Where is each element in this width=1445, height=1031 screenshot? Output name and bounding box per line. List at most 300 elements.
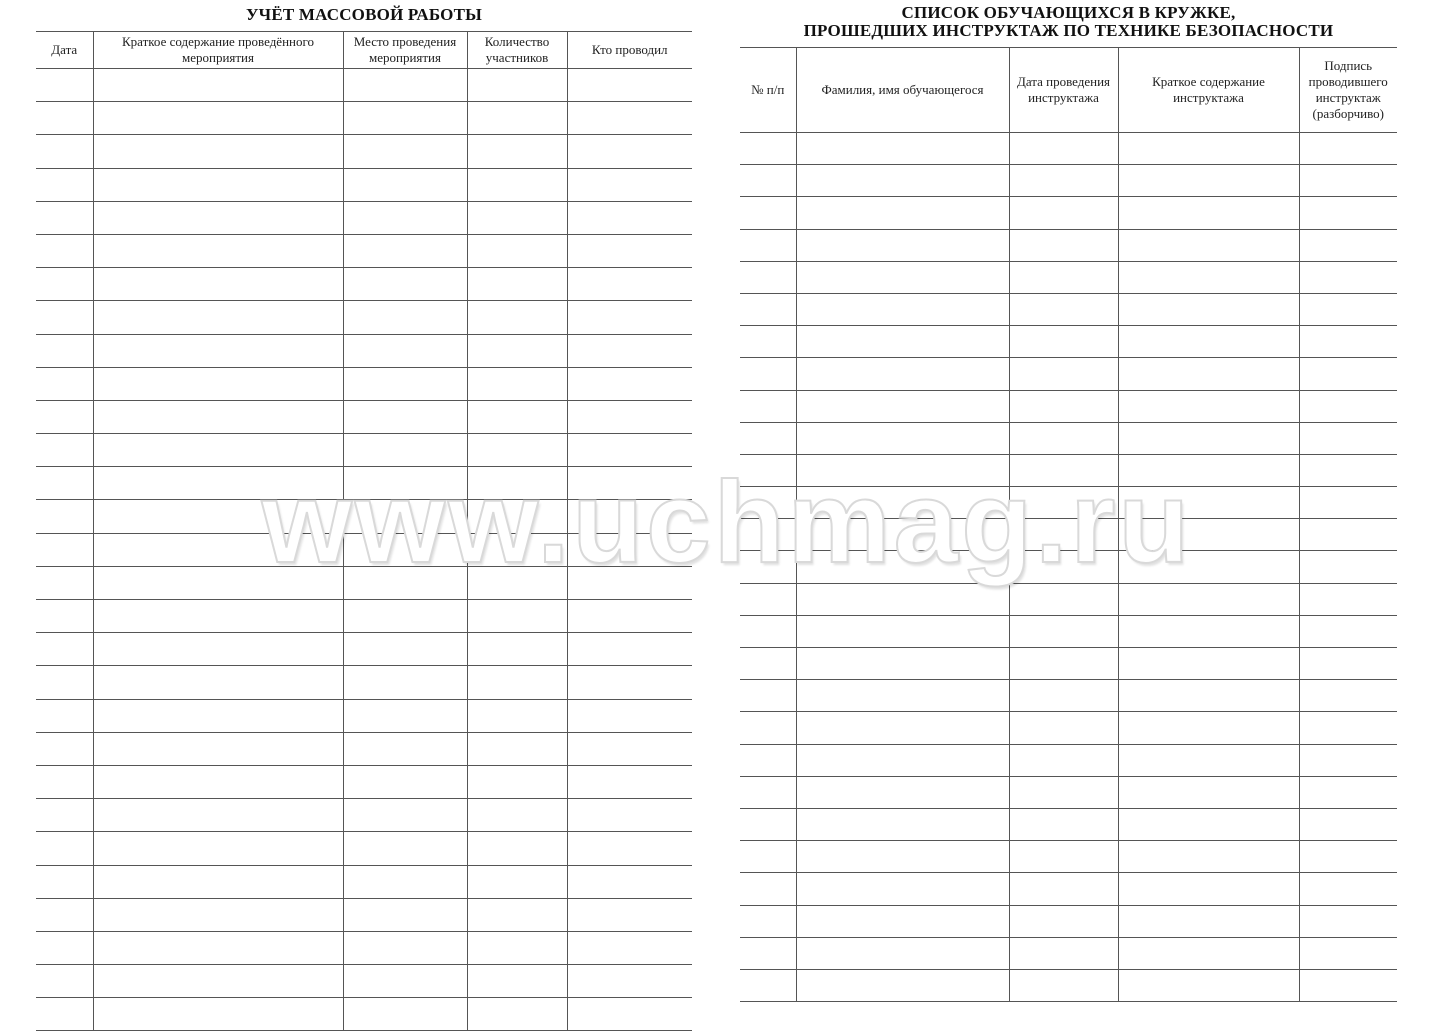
watermark: www.uchmag.ru bbox=[261, 457, 1193, 587]
mass-work-cell bbox=[36, 765, 93, 798]
right-title-line-2: ПРОШЕДШИХ ИНСТРУКТАЖ ПО ТЕХНИКЕ БЕЗОПАСНОСТИ bbox=[803, 21, 1334, 40]
table-row bbox=[740, 165, 1397, 197]
safety-cell bbox=[796, 229, 1009, 261]
table-row bbox=[740, 744, 1397, 776]
mass-work-cell bbox=[567, 301, 692, 334]
column-header-student-name: Фамилия, имя обучающегося bbox=[796, 48, 1009, 133]
safety-cell bbox=[740, 937, 796, 969]
mass-work-cell bbox=[343, 965, 467, 998]
mass-work-cell bbox=[36, 600, 93, 633]
mass-work-cell bbox=[467, 865, 567, 898]
mass-work-cell bbox=[36, 931, 93, 964]
mass-work-cell bbox=[467, 201, 567, 234]
safety-cell bbox=[1118, 551, 1299, 583]
safety-cell bbox=[1009, 422, 1118, 454]
mass-work-cell bbox=[36, 201, 93, 234]
table-row bbox=[36, 334, 692, 367]
safety-cell bbox=[1299, 165, 1397, 197]
mass-work-cell bbox=[343, 898, 467, 931]
safety-cell bbox=[1009, 519, 1118, 551]
mass-work-cell bbox=[36, 334, 93, 367]
safety-cell bbox=[740, 326, 796, 358]
mass-work-cell bbox=[93, 334, 343, 367]
table-row bbox=[36, 600, 692, 633]
mass-work-cell bbox=[93, 699, 343, 732]
mass-work-cell bbox=[567, 268, 692, 301]
mass-work-cell bbox=[93, 666, 343, 699]
safety-cell bbox=[1009, 229, 1118, 261]
safety-cell bbox=[740, 133, 796, 165]
mass-work-cell bbox=[467, 633, 567, 666]
mass-work-cell bbox=[36, 566, 93, 599]
safety-cell bbox=[1009, 326, 1118, 358]
mass-work-cell bbox=[467, 268, 567, 301]
safety-cell bbox=[1299, 648, 1397, 680]
mass-work-cell bbox=[36, 666, 93, 699]
safety-cell bbox=[796, 551, 1009, 583]
mass-work-cell bbox=[343, 732, 467, 765]
safety-cell bbox=[1299, 229, 1397, 261]
table-row bbox=[36, 633, 692, 666]
mass-work-cell bbox=[567, 102, 692, 135]
mass-work-cell bbox=[36, 799, 93, 832]
table-row bbox=[740, 358, 1397, 390]
safety-cell bbox=[740, 583, 796, 615]
mass-work-cell bbox=[343, 832, 467, 865]
mass-work-cell bbox=[567, 732, 692, 765]
table-row bbox=[36, 898, 692, 931]
table-row bbox=[740, 905, 1397, 937]
safety-cell bbox=[1009, 261, 1118, 293]
table-row bbox=[36, 699, 692, 732]
mass-work-cell bbox=[93, 102, 343, 135]
safety-cell bbox=[1118, 583, 1299, 615]
mass-work-cell bbox=[343, 765, 467, 798]
mass-work-cell bbox=[467, 434, 567, 467]
table-row bbox=[36, 168, 692, 201]
safety-cell bbox=[1299, 776, 1397, 808]
safety-cell bbox=[1299, 422, 1397, 454]
mass-work-cell bbox=[467, 69, 567, 102]
safety-cell bbox=[1118, 422, 1299, 454]
mass-work-cell bbox=[93, 168, 343, 201]
mass-work-cell bbox=[567, 931, 692, 964]
mass-work-cell bbox=[343, 566, 467, 599]
safety-cell bbox=[1118, 358, 1299, 390]
safety-cell bbox=[1299, 905, 1397, 937]
safety-cell bbox=[1118, 648, 1299, 680]
safety-cell bbox=[1009, 487, 1118, 519]
safety-cell bbox=[1118, 937, 1299, 969]
table-row bbox=[36, 533, 692, 566]
safety-cell bbox=[740, 165, 796, 197]
safety-cell bbox=[740, 905, 796, 937]
mass-work-cell bbox=[467, 533, 567, 566]
safety-cell bbox=[1009, 808, 1118, 840]
table-row bbox=[36, 102, 692, 135]
mass-work-cell bbox=[567, 765, 692, 798]
column-header-instruction-summary: Краткое содержание инструктажа bbox=[1118, 48, 1299, 133]
safety-cell bbox=[1118, 776, 1299, 808]
mass-work-cell bbox=[36, 234, 93, 267]
safety-cell bbox=[740, 422, 796, 454]
table-row bbox=[740, 261, 1397, 293]
safety-cell bbox=[1009, 776, 1118, 808]
safety-cell bbox=[1118, 841, 1299, 873]
safety-cell bbox=[1118, 197, 1299, 229]
safety-cell bbox=[740, 808, 796, 840]
safety-cell bbox=[1118, 165, 1299, 197]
table-row bbox=[740, 229, 1397, 261]
safety-cell bbox=[1118, 293, 1299, 325]
mass-work-cell bbox=[36, 135, 93, 168]
table-row bbox=[740, 648, 1397, 680]
column-header-instruction-date: Дата проведения инструктажа bbox=[1009, 48, 1118, 133]
safety-cell bbox=[796, 841, 1009, 873]
mass-work-cell bbox=[343, 467, 467, 500]
safety-cell bbox=[1299, 712, 1397, 744]
mass-work-cell bbox=[343, 301, 467, 334]
safety-cell bbox=[1118, 712, 1299, 744]
safety-cell bbox=[796, 905, 1009, 937]
mass-work-cell bbox=[93, 600, 343, 633]
mass-work-cell bbox=[467, 234, 567, 267]
mass-work-cell bbox=[343, 168, 467, 201]
mass-work-cell bbox=[567, 699, 692, 732]
mass-work-cell bbox=[36, 367, 93, 400]
table-row bbox=[740, 454, 1397, 486]
mass-work-cell bbox=[567, 367, 692, 400]
mass-work-cell bbox=[467, 467, 567, 500]
mass-work-cell bbox=[567, 666, 692, 699]
safety-cell bbox=[740, 648, 796, 680]
mass-work-cell bbox=[93, 69, 343, 102]
safety-cell bbox=[1118, 744, 1299, 776]
table-row bbox=[36, 69, 692, 102]
safety-cell bbox=[796, 133, 1009, 165]
safety-cell bbox=[1009, 680, 1118, 712]
safety-cell bbox=[1299, 615, 1397, 647]
mass-work-cell bbox=[467, 367, 567, 400]
safety-cell bbox=[796, 519, 1009, 551]
table-row bbox=[740, 551, 1397, 583]
safety-cell bbox=[1118, 680, 1299, 712]
table-row bbox=[36, 301, 692, 334]
safety-cell bbox=[1299, 293, 1397, 325]
column-header-summary: Краткое содержание проведённого мероприятия bbox=[93, 32, 343, 69]
mass-work-cell bbox=[343, 201, 467, 234]
mass-work-cell bbox=[93, 201, 343, 234]
mass-work-cell bbox=[93, 832, 343, 865]
safety-cell bbox=[1009, 583, 1118, 615]
safety-cell bbox=[1118, 615, 1299, 647]
safety-cell bbox=[1299, 873, 1397, 905]
safety-cell bbox=[796, 744, 1009, 776]
mass-work-cell bbox=[93, 566, 343, 599]
safety-cell bbox=[796, 648, 1009, 680]
safety-cell bbox=[1118, 873, 1299, 905]
safety-cell bbox=[1009, 390, 1118, 422]
mass-work-cell bbox=[93, 633, 343, 666]
mass-work-cell bbox=[567, 500, 692, 533]
safety-cell bbox=[1009, 197, 1118, 229]
mass-work-cell bbox=[567, 135, 692, 168]
mass-work-cell bbox=[467, 732, 567, 765]
mass-work-cell bbox=[93, 367, 343, 400]
mass-work-cell bbox=[343, 135, 467, 168]
mass-work-cell bbox=[343, 102, 467, 135]
safety-cell bbox=[1299, 133, 1397, 165]
mass-work-cell bbox=[93, 732, 343, 765]
safety-cell bbox=[796, 808, 1009, 840]
table-row bbox=[740, 519, 1397, 551]
right-page-title bbox=[740, 4, 1397, 40]
mass-work-cell bbox=[567, 234, 692, 267]
left-page-title: УЧЁТ МАССОВОЙ РАБОТЫ bbox=[245, 5, 483, 24]
safety-cell bbox=[1118, 969, 1299, 1001]
mass-work-cell bbox=[36, 699, 93, 732]
mass-work-cell bbox=[93, 998, 343, 1031]
mass-work-cell bbox=[567, 998, 692, 1031]
safety-cell bbox=[740, 197, 796, 229]
mass-work-cell bbox=[36, 102, 93, 135]
safety-cell bbox=[1009, 969, 1118, 1001]
safety-cell bbox=[1009, 293, 1118, 325]
safety-cell bbox=[1118, 133, 1299, 165]
mass-work-cell bbox=[343, 666, 467, 699]
mass-work-cell bbox=[567, 965, 692, 998]
column-header-place: Место проведения мероприятия bbox=[343, 32, 467, 69]
mass-work-cell bbox=[36, 965, 93, 998]
table-row bbox=[740, 937, 1397, 969]
safety-cell bbox=[796, 390, 1009, 422]
mass-work-cell bbox=[467, 168, 567, 201]
mass-work-cell bbox=[467, 998, 567, 1031]
table-row bbox=[36, 666, 692, 699]
mass-work-cell bbox=[36, 168, 93, 201]
table-row bbox=[740, 390, 1397, 422]
safety-cell bbox=[1009, 841, 1118, 873]
safety-cell bbox=[1299, 808, 1397, 840]
mass-work-cell bbox=[343, 400, 467, 433]
safety-cell bbox=[1299, 487, 1397, 519]
safety-cell bbox=[796, 615, 1009, 647]
table-row bbox=[36, 799, 692, 832]
mass-work-cell bbox=[567, 334, 692, 367]
table-row bbox=[740, 776, 1397, 808]
column-header-instructor-signature: Подпись проводившего инструктаж (разборчиво) bbox=[1299, 48, 1397, 133]
right-title-line-1: СПИСОК ОБУЧАЮЩИХСЯ В КРУЖКЕ, bbox=[901, 3, 1236, 22]
table-row bbox=[36, 400, 692, 433]
table-row bbox=[36, 500, 692, 533]
safety-cell bbox=[796, 422, 1009, 454]
table-row bbox=[740, 680, 1397, 712]
table-row bbox=[36, 832, 692, 865]
safety-cell bbox=[740, 615, 796, 647]
mass-work-cell bbox=[93, 301, 343, 334]
safety-cell bbox=[1009, 133, 1118, 165]
mass-work-cell bbox=[36, 898, 93, 931]
mass-work-cell bbox=[343, 268, 467, 301]
mass-work-cell bbox=[467, 898, 567, 931]
mass-work-cell bbox=[36, 633, 93, 666]
table-row bbox=[740, 841, 1397, 873]
table-row bbox=[36, 467, 692, 500]
mass-work-cell bbox=[567, 434, 692, 467]
safety-cell bbox=[1009, 744, 1118, 776]
mass-work-cell bbox=[36, 865, 93, 898]
mass-work-cell bbox=[36, 301, 93, 334]
table-row bbox=[36, 367, 692, 400]
safety-cell bbox=[1299, 519, 1397, 551]
mass-work-cell bbox=[93, 931, 343, 964]
mass-work-cell bbox=[93, 500, 343, 533]
table-row bbox=[36, 998, 692, 1031]
safety-cell bbox=[796, 358, 1009, 390]
safety-cell bbox=[1299, 841, 1397, 873]
table-row bbox=[740, 583, 1397, 615]
safety-cell bbox=[740, 261, 796, 293]
mass-work-cell bbox=[467, 566, 567, 599]
safety-cell bbox=[796, 969, 1009, 1001]
table-row bbox=[740, 873, 1397, 905]
safety-cell bbox=[740, 487, 796, 519]
mass-work-cell bbox=[567, 566, 692, 599]
safety-cell bbox=[1299, 326, 1397, 358]
safety-cell bbox=[1009, 648, 1118, 680]
table-header-row bbox=[740, 48, 1397, 133]
mass-work-cell bbox=[36, 434, 93, 467]
safety-cell bbox=[1299, 261, 1397, 293]
mass-work-cell bbox=[36, 467, 93, 500]
mass-work-cell bbox=[343, 367, 467, 400]
mass-work-cell bbox=[343, 234, 467, 267]
safety-cell bbox=[1299, 358, 1397, 390]
mass-work-cell bbox=[343, 931, 467, 964]
mass-work-cell bbox=[93, 865, 343, 898]
table-row bbox=[36, 234, 692, 267]
mass-work-cell bbox=[343, 633, 467, 666]
safety-cell bbox=[740, 776, 796, 808]
safety-cell bbox=[1009, 873, 1118, 905]
safety-cell bbox=[1118, 905, 1299, 937]
mass-work-cell bbox=[567, 400, 692, 433]
column-header-participants: Количество участников bbox=[467, 32, 567, 69]
mass-work-cell bbox=[567, 69, 692, 102]
mass-work-cell bbox=[467, 500, 567, 533]
safety-cell bbox=[1118, 326, 1299, 358]
column-header-number: № п/п bbox=[740, 48, 796, 133]
safety-cell bbox=[740, 841, 796, 873]
safety-cell bbox=[1118, 229, 1299, 261]
mass-work-cell bbox=[567, 799, 692, 832]
safety-cell bbox=[796, 680, 1009, 712]
mass-work-cell bbox=[93, 765, 343, 798]
table-row bbox=[740, 712, 1397, 744]
safety-instruction-table bbox=[740, 47, 1397, 1002]
table-row bbox=[36, 865, 692, 898]
mass-work-cell bbox=[343, 865, 467, 898]
safety-cell bbox=[740, 358, 796, 390]
table-row bbox=[36, 135, 692, 168]
safety-cell bbox=[1299, 551, 1397, 583]
mass-work-cell bbox=[343, 533, 467, 566]
mass-work-cell bbox=[36, 732, 93, 765]
table-row bbox=[36, 965, 692, 998]
mass-work-cell bbox=[36, 832, 93, 865]
safety-cell bbox=[740, 229, 796, 261]
mass-work-cell bbox=[567, 600, 692, 633]
mass-work-cell bbox=[467, 666, 567, 699]
mass-work-cell bbox=[93, 400, 343, 433]
table-row bbox=[36, 268, 692, 301]
safety-cell bbox=[796, 293, 1009, 325]
safety-cell bbox=[796, 454, 1009, 486]
safety-cell bbox=[796, 937, 1009, 969]
safety-cell bbox=[740, 551, 796, 583]
mass-work-cell bbox=[93, 434, 343, 467]
safety-cell bbox=[740, 712, 796, 744]
table-row bbox=[740, 133, 1397, 165]
table-row bbox=[36, 566, 692, 599]
safety-cell bbox=[740, 519, 796, 551]
table-row bbox=[740, 487, 1397, 519]
table-row bbox=[740, 808, 1397, 840]
mass-work-cell bbox=[343, 334, 467, 367]
safety-cell bbox=[1009, 358, 1118, 390]
safety-cell bbox=[1009, 165, 1118, 197]
table-row bbox=[36, 732, 692, 765]
mass-work-cell bbox=[467, 931, 567, 964]
table-row bbox=[740, 326, 1397, 358]
mass-work-cell bbox=[93, 898, 343, 931]
safety-cell bbox=[1299, 390, 1397, 422]
mass-work-cell bbox=[36, 500, 93, 533]
safety-cell bbox=[796, 165, 1009, 197]
mass-work-cell bbox=[343, 500, 467, 533]
table-header-row bbox=[36, 32, 692, 69]
mass-work-cell bbox=[36, 998, 93, 1031]
mass-work-cell bbox=[567, 467, 692, 500]
safety-cell bbox=[1118, 261, 1299, 293]
mass-work-cell bbox=[343, 799, 467, 832]
safety-cell bbox=[1009, 551, 1118, 583]
mass-work-cell bbox=[93, 467, 343, 500]
safety-cell bbox=[796, 712, 1009, 744]
mass-work-cell bbox=[567, 832, 692, 865]
mass-work-cell bbox=[93, 234, 343, 267]
mass-work-cell bbox=[343, 998, 467, 1031]
safety-cell bbox=[796, 583, 1009, 615]
safety-cell bbox=[796, 776, 1009, 808]
safety-cell bbox=[740, 293, 796, 325]
mass-work-cell bbox=[567, 201, 692, 234]
mass-work-cell bbox=[36, 268, 93, 301]
table-row bbox=[740, 293, 1397, 325]
safety-cell bbox=[1299, 937, 1397, 969]
safety-cell bbox=[1299, 969, 1397, 1001]
mass-work-cell bbox=[93, 135, 343, 168]
mass-work-cell bbox=[467, 334, 567, 367]
mass-work-cell bbox=[567, 865, 692, 898]
mass-work-cell bbox=[36, 69, 93, 102]
mass-work-cell bbox=[467, 699, 567, 732]
safety-cell bbox=[1118, 487, 1299, 519]
safety-cell bbox=[740, 873, 796, 905]
safety-cell bbox=[1299, 680, 1397, 712]
safety-cell bbox=[740, 454, 796, 486]
table-row bbox=[740, 422, 1397, 454]
